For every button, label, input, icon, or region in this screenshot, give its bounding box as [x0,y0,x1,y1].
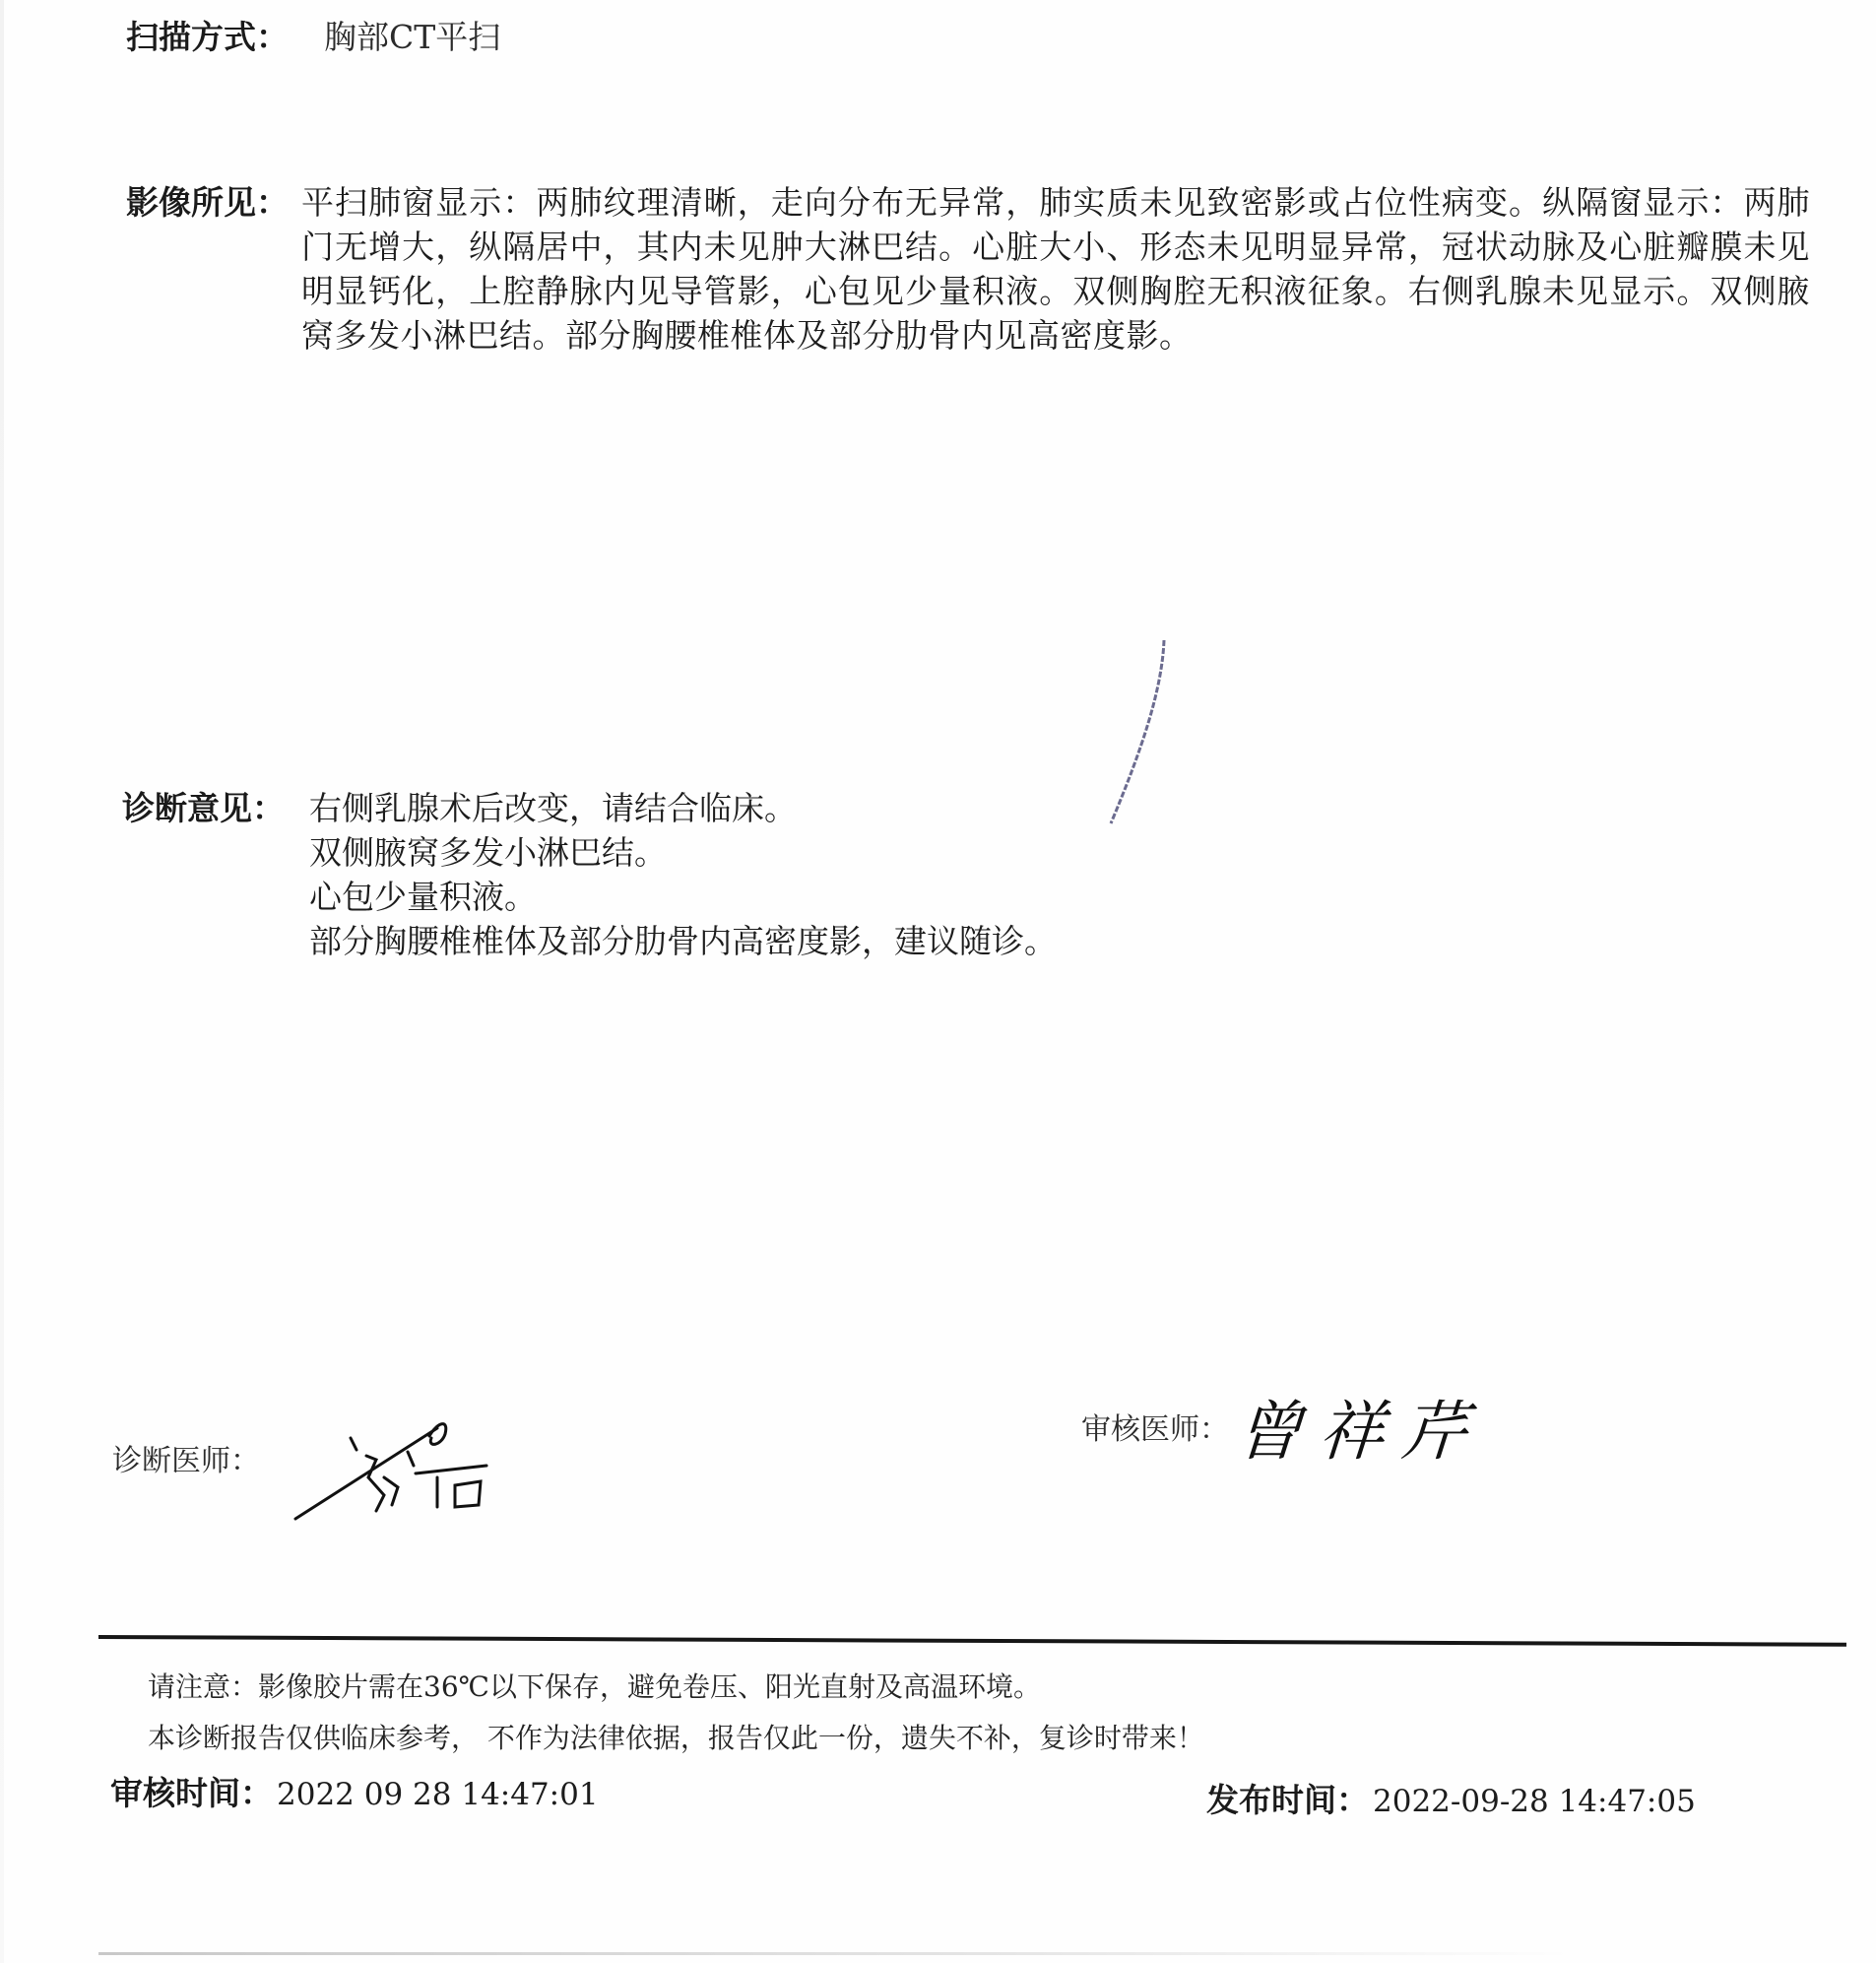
report-disclaimer-notice: 本诊断报告仅供临床参考， 不作为法律依据，报告仅此一份，遗失不补，复诊时带来！ [148,1722,1204,1754]
diagnosing-doctor-label: 诊断医师： [112,1444,260,1478]
diagnosing-doctor-signature-icon [290,1408,516,1527]
diagnosis-label: 诊断意见： [122,789,285,827]
paper-bottom-edge [98,1952,1576,1955]
diagnosis-lines [309,786,1057,963]
findings-section [126,180,1810,358]
footer-divider [98,1635,1846,1647]
scan-method-label: 扫描方式： [126,18,289,56]
diagnosing-doctor-block [112,1389,516,1527]
stray-pen-mark-icon [1103,630,1182,827]
publish-time-value: 2022-09-28 14:47:05 [1373,1784,1696,1819]
diagnosis-line: 双侧腋窝多发小淋巴结。 [309,833,667,872]
review-time-label: 审核时间： [110,1774,273,1812]
review-time-value: 2022 09 28 14:47:01 [277,1777,599,1812]
review-time-row [110,1768,599,1814]
scan-method-value: 胸部CT平扫 [324,18,501,56]
diagnosis-line: 右侧乳腺术后改变，请结合临床。 [309,789,797,827]
publish-time-label: 发布时间： [1206,1781,1369,1819]
publish-time-row [1206,1775,1696,1821]
film-storage-notice: 请注意：影像胶片需在36℃以下保存，避免卷压、阳光直射及高温环境。 [148,1670,1041,1703]
scan-method-row [126,14,500,61]
paper-edge [0,0,4,1963]
findings-label: 影像所见： [126,183,289,222]
reviewing-doctor-block [1081,1379,1488,1472]
reviewing-doctor-label: 审核医师： [1081,1411,1229,1447]
diagnosis-line: 部分胸腰椎椎体及部分肋骨内高密度影，建议随诊。 [309,922,1057,960]
findings-text: 平扫肺窗显示：两肺纹理清晰，走向分布无异常，肺实质未见致密影或占位性病变。纵隔窗显示：两肺门无增大，纵隔居中，其内未见肿大淋巴结。心脏大小、形态未见明显异常，冠状动脉及心脏瓣膜未见明显钙化，上腔静脉内见导管影，心包见少量积液。双侧胸腔无积液征象。右侧乳腺未见显示。双侧腋窝多发小淋巴结。部分胸腰椎椎体及部分肋骨内见高密度影。 [301,183,1810,355]
reviewing-doctor-signature: 曾祥芹 [1233,1394,1488,1470]
diagnosis-section [122,786,1057,963]
diagnosis-line: 心包少量积液。 [309,878,537,916]
